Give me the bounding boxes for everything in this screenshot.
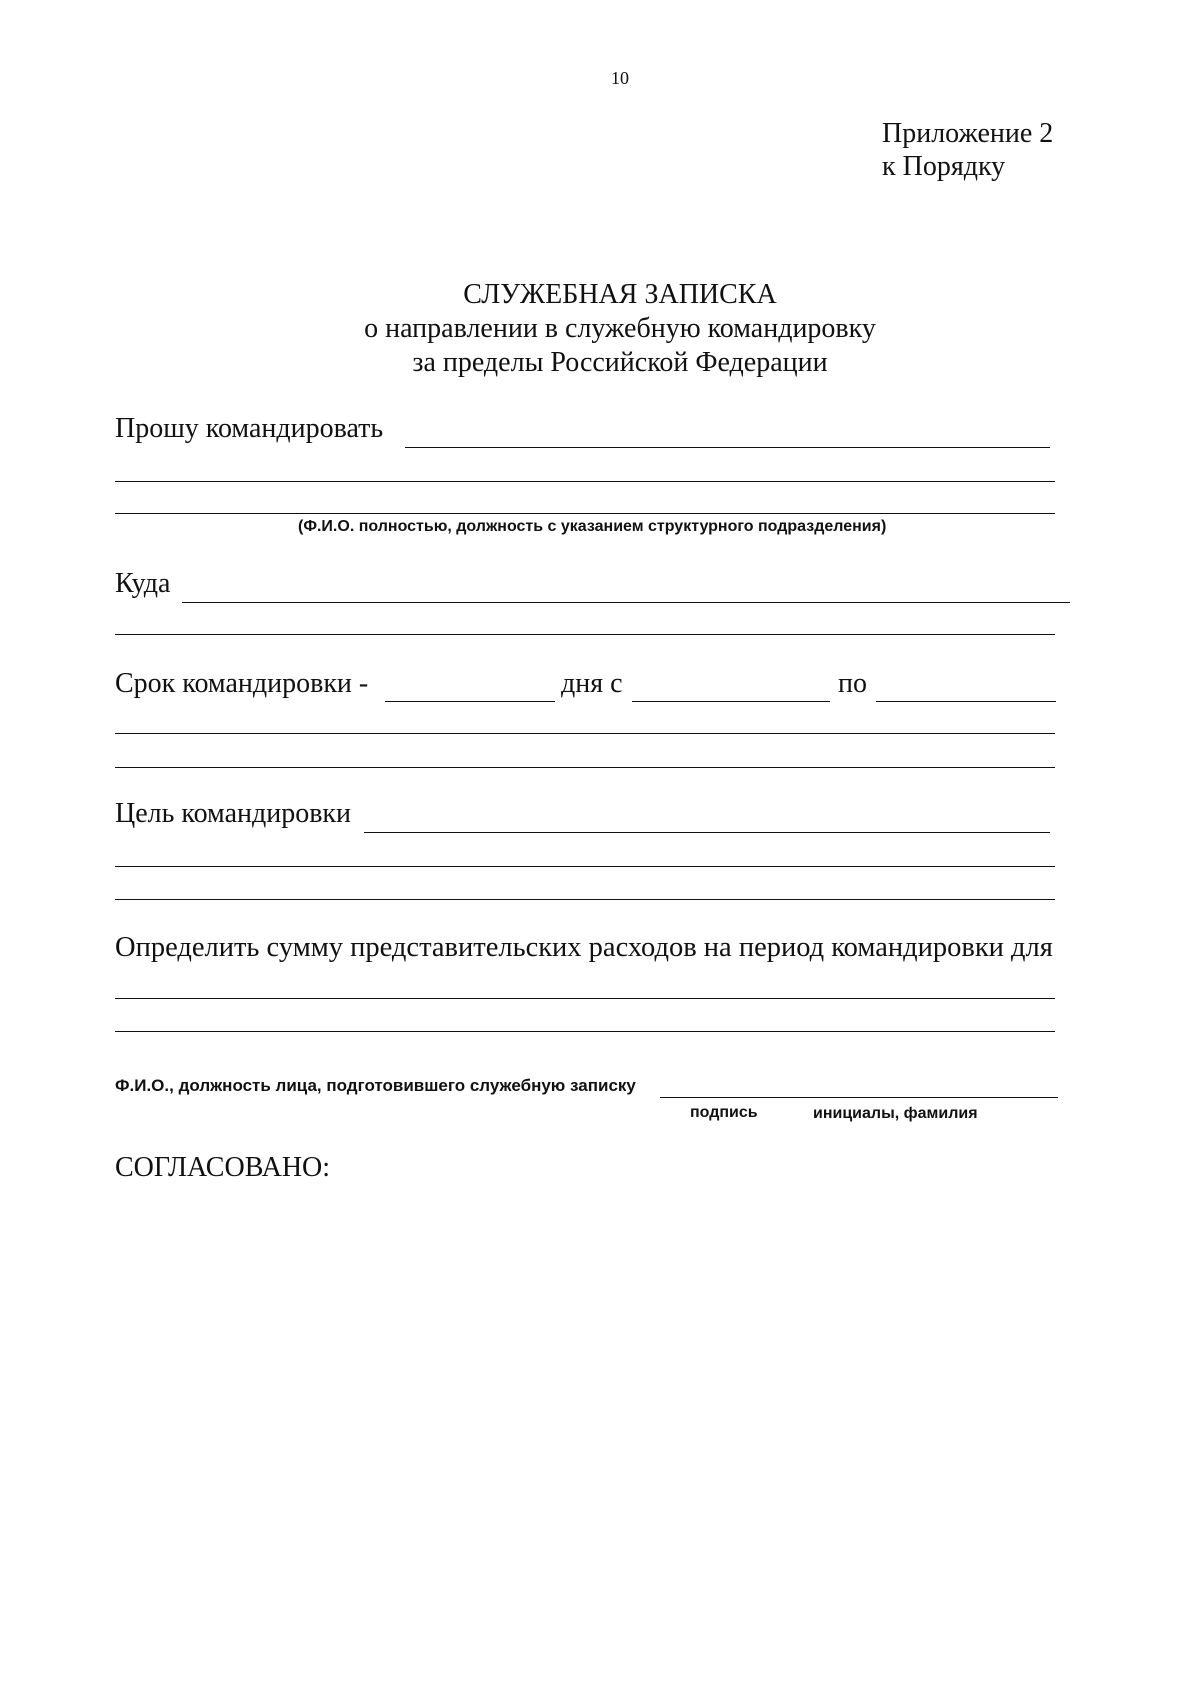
signature-caption: подпись [690, 1104, 758, 1121]
term-start-blank[interactable] [632, 701, 830, 702]
request-caption: (Ф.И.О. полностью, должность с указанием структурного подразделения) [298, 518, 887, 535]
destination-blank-line-2[interactable] [115, 634, 1055, 635]
purpose-label: Цель командировки [115, 798, 352, 829]
title-line-2: о направлении в служебную командировку [364, 313, 876, 344]
appendix-line-2: к Порядку [882, 151, 1006, 182]
expenses-text: Определить сумму представительских расходов на период командировки для [115, 932, 1053, 963]
purpose-blank-line-3[interactable] [115, 899, 1055, 900]
request-label: Прошу командировать [115, 413, 384, 444]
name-caption: инициалы, фамилия [813, 1105, 978, 1122]
term-label: Срок командировки - [115, 668, 369, 699]
to-label: по [838, 668, 867, 699]
appendix-reference [882, 117, 1053, 183]
request-blank-line-3[interactable] [115, 513, 1055, 514]
approved-label: СОГЛАСОВАНО: [115, 1152, 331, 1183]
destination-label: Куда [115, 568, 171, 599]
request-blank-line[interactable] [405, 447, 1050, 448]
term-end-blank[interactable] [876, 701, 1056, 702]
expenses-blank-line-2[interactable] [115, 1031, 1055, 1032]
request-blank-line-2[interactable] [115, 481, 1055, 482]
term-blank-line-3[interactable] [115, 767, 1055, 768]
purpose-blank-line[interactable] [364, 832, 1050, 833]
expenses-blank-line[interactable] [115, 998, 1055, 999]
prepared-by-blank-line[interactable] [660, 1097, 1058, 1098]
appendix-line-1: Приложение 2 [882, 118, 1054, 149]
destination-blank-line[interactable] [182, 602, 1070, 603]
purpose-blank-line-2[interactable] [115, 866, 1055, 867]
title-line-3: за пределы Российской Федерации [412, 347, 828, 378]
document-title [0, 278, 1200, 380]
term-blank-line-2[interactable] [115, 733, 1055, 734]
title-heading: СЛУЖЕБНАЯ ЗАПИСКА [463, 279, 777, 310]
term-days-blank[interactable] [385, 701, 555, 702]
days-label: дня с [561, 668, 623, 699]
prepared-by-label: Ф.И.О., должность лица, подготовившего служебную записку [115, 1076, 636, 1095]
page-number: 10 [611, 68, 629, 88]
